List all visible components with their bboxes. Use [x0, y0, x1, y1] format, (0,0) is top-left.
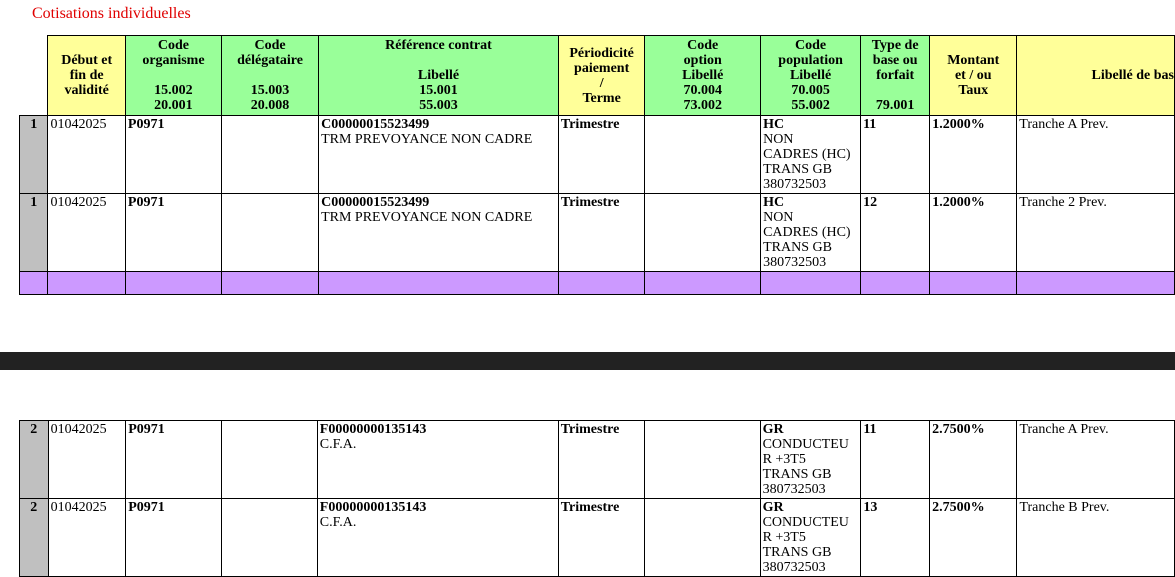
separator-cell: [1017, 272, 1175, 295]
population-label-line: TRANS GB: [763, 162, 832, 177]
separator-cell: [861, 272, 930, 295]
population-code: [761, 116, 861, 194]
code-option: [645, 421, 760, 499]
contract-reference: [319, 194, 559, 272]
validity-date: 01042025: [48, 499, 126, 577]
header-validity: Début et fin de validité: [48, 36, 125, 116]
payment-periodicity: Trimestre: [558, 421, 644, 499]
base-label: Tranche 2 Prev.: [1017, 194, 1175, 272]
population-label-line: CONDUCTEU: [762, 437, 849, 452]
contract-reference: [317, 421, 558, 499]
contributions-table-continued: [19, 420, 1175, 577]
population-code-value: HC: [763, 195, 785, 210]
validity-date: 01042025: [48, 194, 125, 272]
header-corner: [20, 36, 48, 116]
code-delegataire: [221, 421, 317, 499]
group-separator-row: [20, 272, 1175, 295]
code-delegataire: [221, 499, 317, 577]
header-reference-contrat: Référence contrat Libellé 15.001 55.003: [319, 36, 559, 116]
base-label: Tranche A Prev.: [1017, 421, 1175, 499]
header-periodicite: Périodicité paiement / Terme: [558, 36, 644, 116]
separator-cell: [221, 272, 318, 295]
code-organisme: P0971: [126, 499, 222, 577]
population-label-line: CADRES (HC): [763, 147, 851, 162]
code-delegataire: [221, 194, 318, 272]
population-label-line: 380732503: [763, 255, 827, 270]
rate-amount: 2.7500%: [930, 421, 1017, 499]
separator-cell: [48, 272, 125, 295]
page-separator: [0, 352, 1175, 370]
population-code-value: HC: [763, 117, 785, 132]
base-label: Tranche B Prev.: [1017, 499, 1175, 577]
population-label-line: TRANS GB: [762, 467, 832, 482]
contributions-table: [19, 35, 1175, 295]
separator-cell: [20, 272, 48, 295]
header-code-population: Code population Libellé 70.005 55.002: [761, 36, 861, 116]
population-code-value: GR: [762, 500, 784, 515]
code-organisme: P0971: [125, 116, 221, 194]
row-index: 1: [20, 194, 48, 272]
base-type: 11: [861, 421, 930, 499]
contract-reference: [319, 116, 559, 194]
contract-reference-label: C.F.A.: [319, 437, 357, 452]
contract-reference-label: TRM PREVOYANCE NON CADRE: [321, 210, 533, 225]
population-label-line: TRANS GB: [763, 240, 832, 255]
population-label-line: 380732503: [762, 560, 826, 575]
population-label-line: R +3T5: [762, 530, 806, 545]
base-label: Tranche A Prev.: [1017, 116, 1175, 194]
rate-amount: 1.2000%: [930, 116, 1017, 194]
population-label-line: R +3T5: [762, 452, 806, 467]
population-code: [760, 499, 861, 577]
row-index: 2: [20, 499, 49, 577]
contract-reference-code: C00000015523499: [321, 195, 430, 210]
section-title: Cotisations individuelles: [32, 5, 191, 22]
contract-reference-code: C00000015523499: [321, 117, 430, 132]
code-organisme: P0971: [126, 421, 222, 499]
code-organisme: P0971: [125, 194, 221, 272]
payment-periodicity: Trimestre: [558, 194, 644, 272]
row-index: 2: [20, 421, 49, 499]
separator-cell: [930, 272, 1017, 295]
population-label-line: NON: [763, 210, 794, 225]
table-row: [20, 421, 1175, 499]
separator-cell: [558, 272, 644, 295]
validity-date: 01042025: [48, 421, 126, 499]
contract-reference-label: C.F.A.: [319, 515, 357, 530]
rate-amount: 1.2000%: [930, 194, 1017, 272]
header-montant-taux: Montant et / ou Taux: [930, 36, 1017, 116]
base-type: 13: [861, 499, 930, 577]
row-index: 1: [20, 116, 48, 194]
population-label-line: CADRES (HC): [763, 225, 851, 240]
rate-amount: 2.7500%: [930, 499, 1017, 577]
population-label-line: 380732503: [762, 482, 826, 497]
header-type-base: Type de base ou forfait 79.001: [861, 36, 930, 116]
separator-cell: [319, 272, 559, 295]
code-delegataire: [221, 116, 318, 194]
population-code: [761, 194, 861, 272]
contract-reference: [317, 499, 558, 577]
population-label-line: CONDUCTEU: [762, 515, 849, 530]
separator-cell: [761, 272, 861, 295]
separator-cell: [645, 272, 761, 295]
base-type: 11: [861, 116, 930, 194]
header-libelle-base: Libellé de bas: [1017, 36, 1175, 116]
header-row: [20, 36, 1175, 116]
table-row: [20, 499, 1175, 577]
contract-reference-code: F00000000135143: [319, 500, 427, 515]
payment-periodicity: Trimestre: [558, 499, 644, 577]
header-code-delegataire: Code délégataire 15.003 20.008: [221, 36, 318, 116]
header-code-organisme: Code organisme 15.002 20.001: [125, 36, 221, 116]
base-type: 12: [861, 194, 930, 272]
payment-periodicity: Trimestre: [558, 116, 644, 194]
header-code-option: Code option Libellé 70.004 73.002: [645, 36, 761, 116]
population-label-line: TRANS GB: [762, 545, 832, 560]
table-row: [20, 116, 1175, 194]
contract-reference-label: TRM PREVOYANCE NON CADRE: [321, 132, 533, 147]
population-code-value: GR: [762, 422, 784, 437]
population-label-line: 380732503: [763, 177, 827, 192]
code-option: [645, 499, 760, 577]
code-option: [645, 116, 761, 194]
table-row: [20, 194, 1175, 272]
code-option: [645, 194, 761, 272]
separator-cell: [125, 272, 221, 295]
population-code: [760, 421, 861, 499]
population-label-line: NON: [763, 132, 794, 147]
validity-date: 01042025: [48, 116, 125, 194]
contract-reference-code: F00000000135143: [319, 422, 427, 437]
